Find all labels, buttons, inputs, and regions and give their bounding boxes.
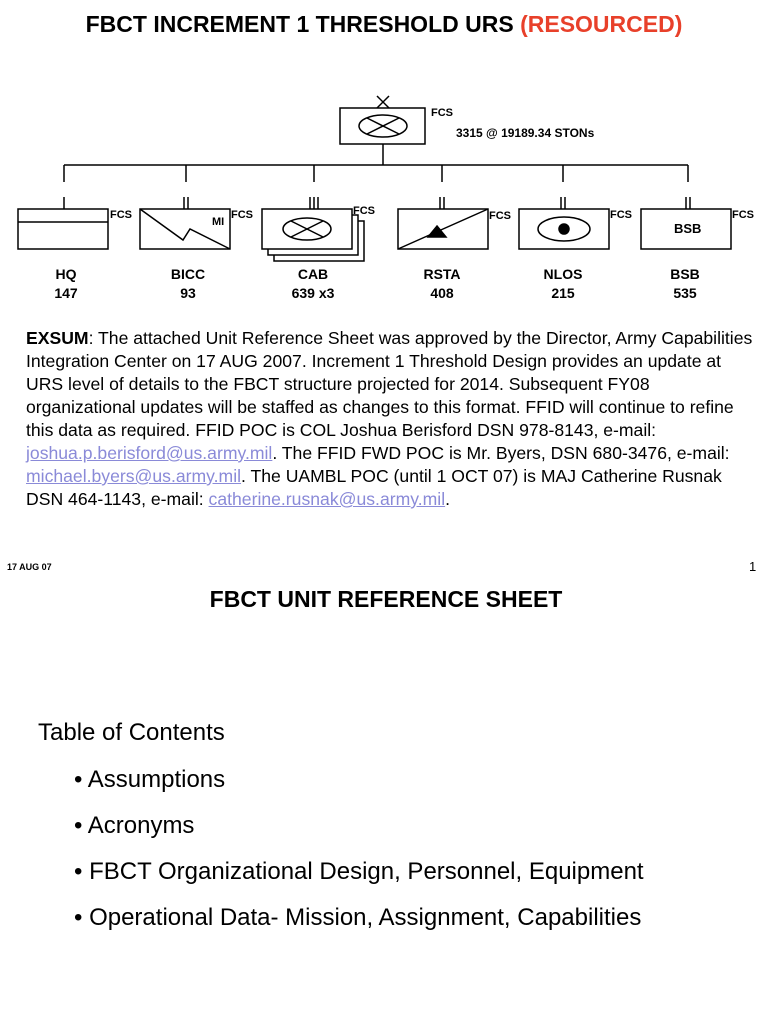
toc-item: • Operational Data- Mission, Assignment, Capabilities — [74, 904, 642, 931]
unit-bsb — [630, 265, 740, 303]
email-link-rusnak[interactable]: catherine.rusnak@us.army.mil — [208, 489, 446, 509]
unit-count: 408 — [430, 285, 454, 301]
toc-heading: Table of Contents — [38, 719, 225, 746]
unit-name: RSTA — [423, 266, 461, 282]
sheet-title: FBCT UNIT REFERENCE SHEET — [209, 586, 563, 612]
nlos-unit-symbol — [519, 197, 609, 249]
email-link-berisford[interactable]: joshua.p.berisford@us.army.mil — [26, 443, 273, 463]
title-highlight: (RESOURCED) — [520, 11, 683, 37]
unit-hq — [11, 265, 121, 303]
unit-name: CAB — [297, 266, 329, 282]
cab-fcs-label: FCS — [353, 205, 375, 217]
unit-name: NLOS — [543, 266, 583, 282]
page-title: FBCT INCREMENT 1 THRESHOLD URS (RESOURCED) — [85, 11, 683, 37]
unit-name: BICC — [170, 266, 206, 282]
bicc-inner-label: MI — [212, 216, 225, 228]
unit-count: 93 — [180, 285, 196, 301]
unit-bicc — [133, 265, 243, 303]
unit-cab — [258, 265, 368, 303]
email-link-byers[interactable]: michael.byers@us.army.mil — [26, 466, 242, 486]
bsb-fcs-label: FCS — [732, 209, 754, 221]
unit-count: 147 — [54, 285, 78, 301]
bicc-fcs-label: FCS — [231, 209, 253, 221]
page-number: 1 — [749, 559, 757, 574]
hq-fcs-label: FCS — [110, 209, 132, 221]
unit-count: 639 x3 — [291, 285, 335, 301]
unit-rsta — [387, 265, 497, 303]
exsum-paragraph: EXSUM: The attached Unit Reference Sheet was approved by the Director, Army Capabilities Integration Center on 17 AUG 2007. Increment 1 Threshold Design provides an update at URS level of details to the FBCT structure projected for 2014. Subsequent FY08 organizational updates will be staffed as changes to this format. FFID will continue to refine this data as required. FFID POC is COL Joshua Berisford DSN 978-8143, e-mail: joshua.p.berisford@us.army.mil. The FFID FWD POC is Mr. Byers, DSN 680-3476, e-mail: michael.byers@us.army.mil. The UAMBL POC (until 1 OCT 07) is MAJ Catherine Rusnak DSN 464-1143, e-mail: catherine.rusnak@us.army.mil. — [26, 328, 753, 509]
top-unit-strength: 3315 @ 19189.34 STONs — [456, 126, 595, 140]
unit-count: 535 — [673, 285, 697, 301]
unit-nlos — [508, 265, 618, 303]
footer-date: 17 AUG 07 — [7, 562, 52, 572]
hq-unit-symbol — [18, 197, 108, 249]
top-unit-fcs-label: FCS — [431, 107, 453, 119]
nlos-fcs-label: FCS — [610, 209, 632, 221]
unit-count: 215 — [551, 285, 575, 301]
exsum-label: EXSUM — [26, 328, 89, 348]
cab-unit-symbol — [262, 197, 364, 261]
unit-name: BSB — [670, 266, 700, 282]
bsb-inner-label: BSB — [674, 221, 702, 236]
rsta-unit-symbol — [398, 197, 488, 249]
rsta-fcs-label: FCS — [489, 210, 511, 222]
toc-item: • Assumptions — [74, 766, 226, 793]
toc-item: • Acronyms — [74, 812, 195, 839]
toc-item: • FBCT Organizational Design, Personnel, Equipment — [74, 858, 644, 885]
unit-name: HQ — [55, 266, 77, 282]
brigade-unit-symbol — [340, 96, 425, 144]
